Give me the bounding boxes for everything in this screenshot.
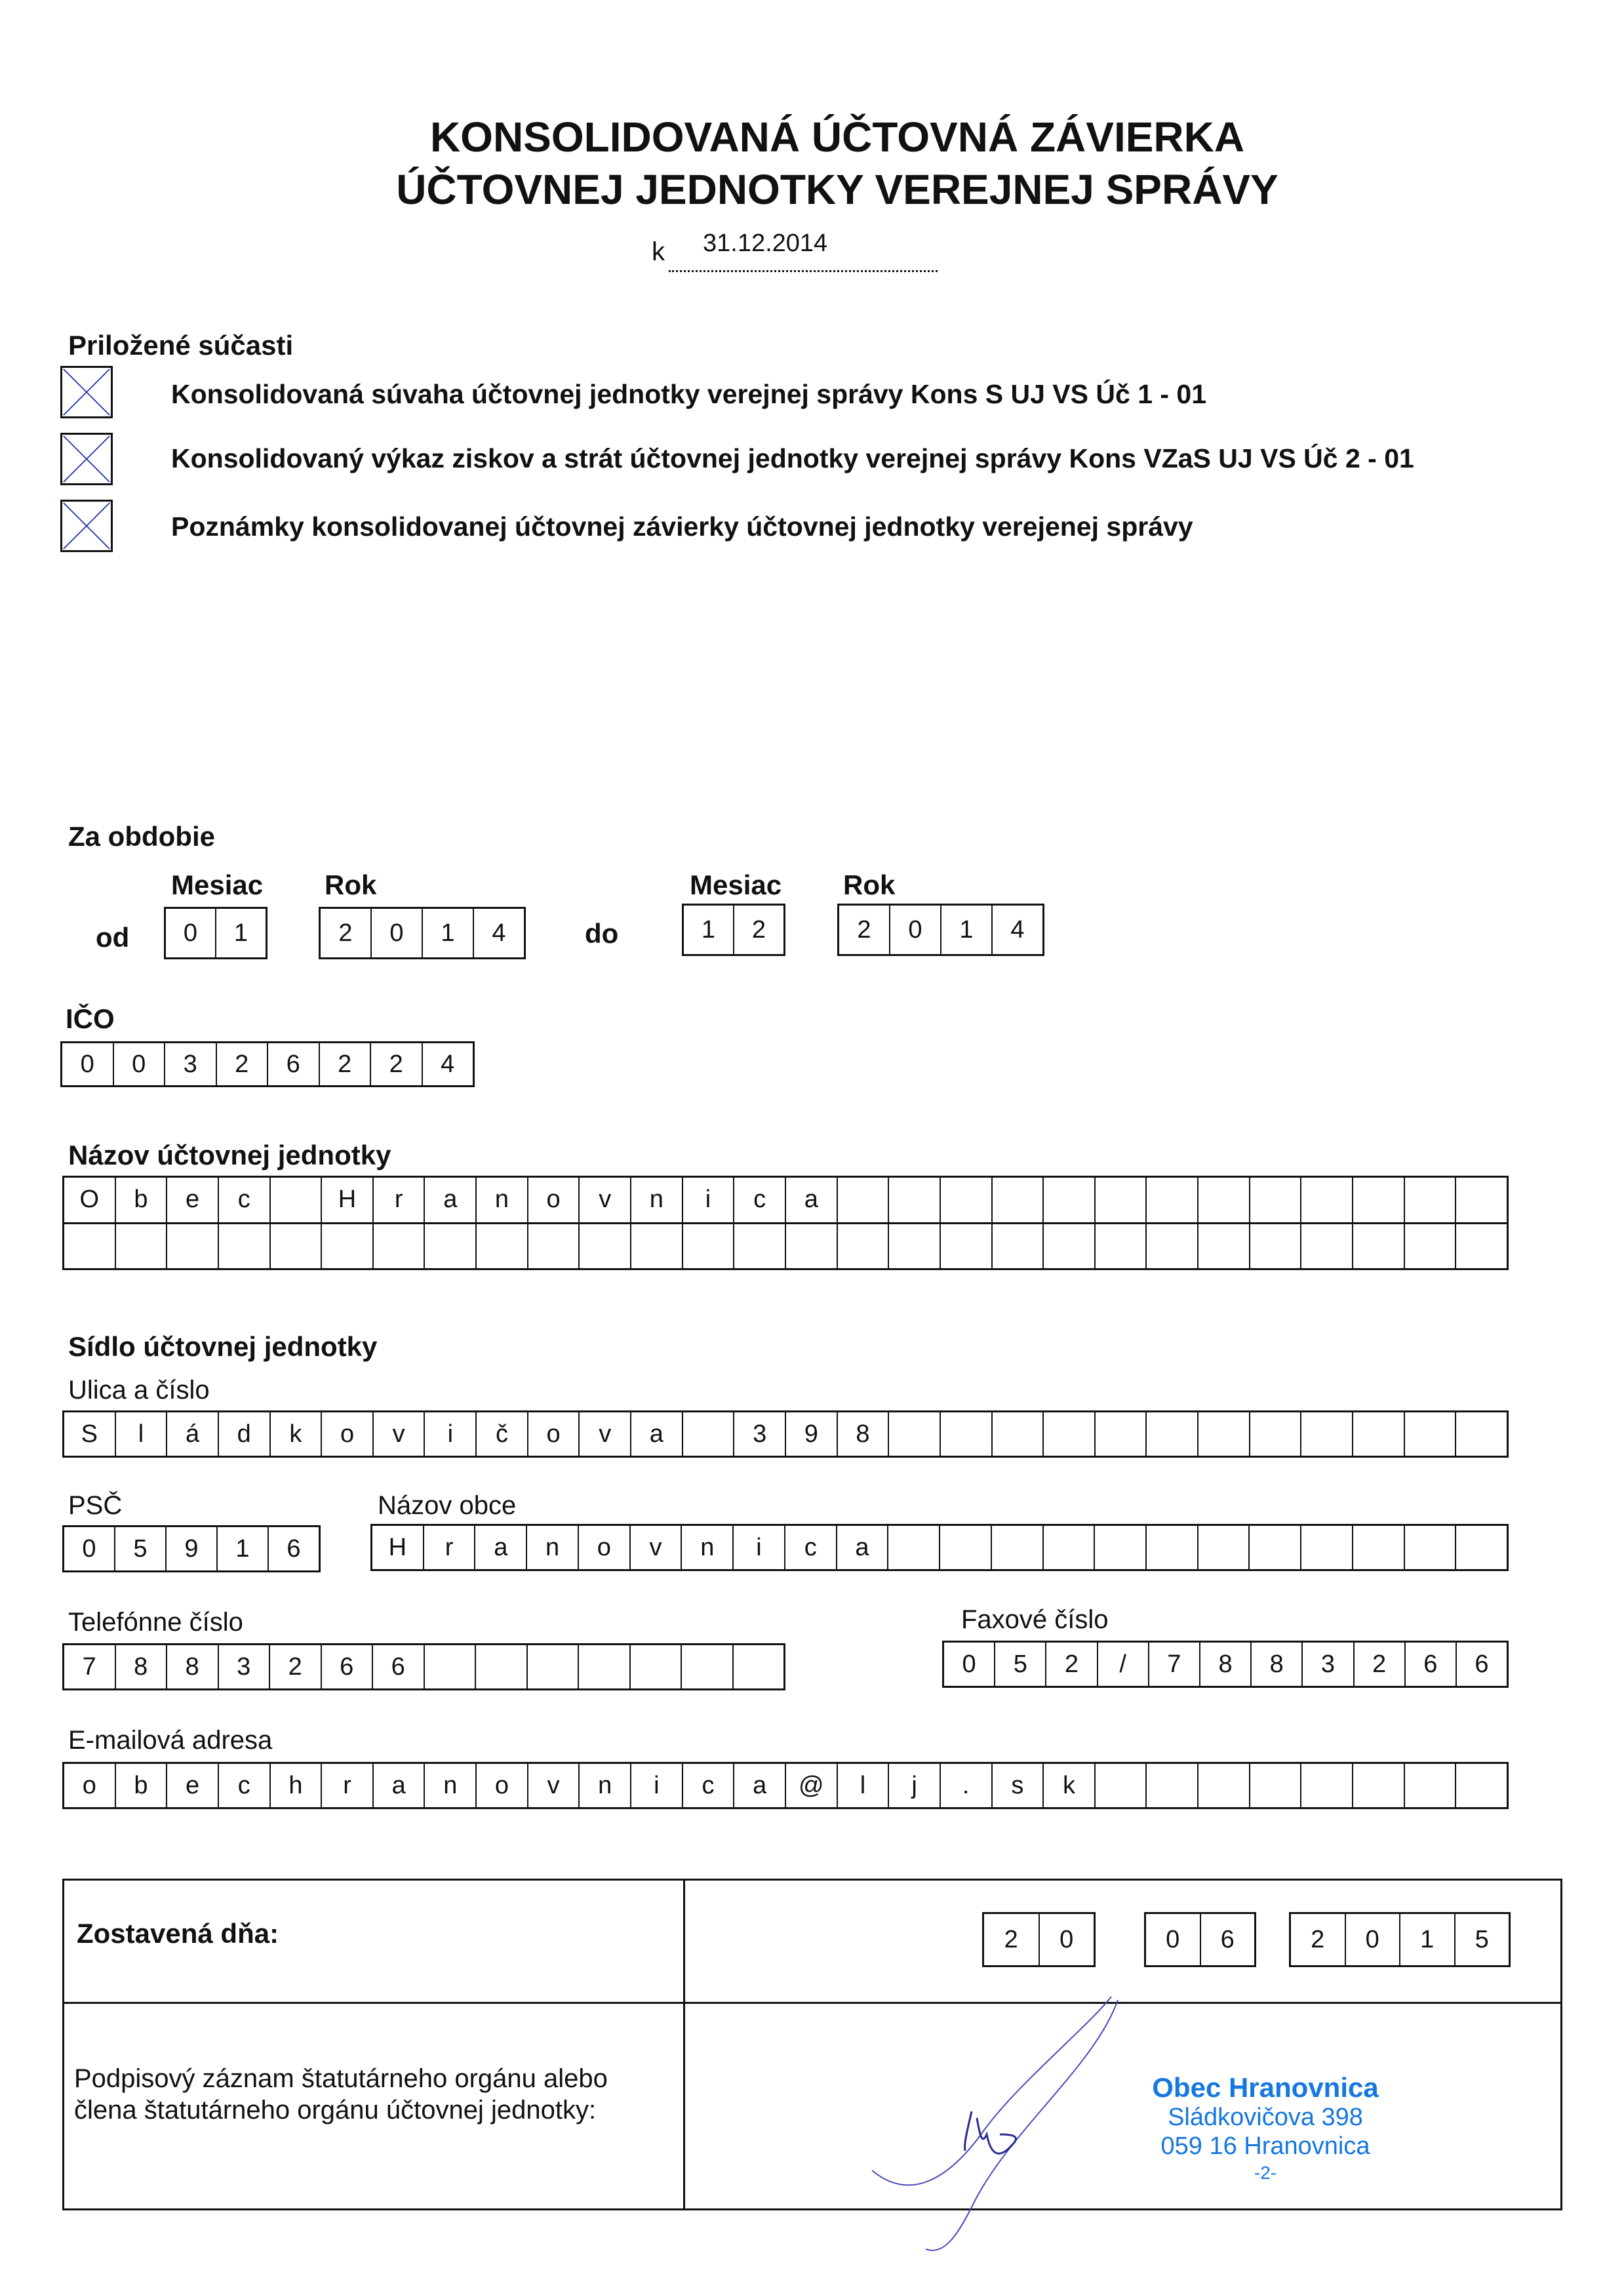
char-cell[interactable]: 4 <box>1010 915 1025 944</box>
char-cell[interactable]: a <box>475 1526 527 1569</box>
char-cell[interactable] <box>1456 1224 1507 1269</box>
char-cell[interactable] <box>1405 1764 1457 1807</box>
char-cell[interactable]: a <box>734 1764 786 1807</box>
footer-horizontal-divider <box>62 2002 1562 2004</box>
char-cell[interactable] <box>1301 1412 1353 1456</box>
char-cell[interactable] <box>1198 1764 1250 1807</box>
char-cell[interactable] <box>682 1645 734 1688</box>
char-cell[interactable] <box>1353 1178 1405 1222</box>
char-cell[interactable] <box>1147 1412 1198 1456</box>
char-cell[interactable]: 7 <box>64 1645 116 1688</box>
char-cell[interactable] <box>1353 1526 1405 1569</box>
city-field[interactable] <box>370 1524 1509 1571</box>
char-cell[interactable] <box>1044 1178 1096 1222</box>
city-label: Názov obce <box>378 1491 517 1520</box>
entity-name-row-1 <box>64 1178 1507 1222</box>
char-cell[interactable]: 0 <box>372 909 423 957</box>
char-cell[interactable] <box>64 1224 116 1269</box>
compiled-year-field[interactable] <box>1289 1912 1511 1967</box>
char-cell[interactable]: 2 <box>320 1043 372 1085</box>
char-cell[interactable]: 3 <box>165 1043 217 1085</box>
char-cell[interactable] <box>1198 1224 1250 1269</box>
char-cell[interactable]: a <box>374 1764 426 1807</box>
char-cell[interactable] <box>116 1224 168 1269</box>
char-cell[interactable]: . <box>941 1764 993 1807</box>
char-cell[interactable]: 3 <box>219 1645 271 1688</box>
cross-mark-icon <box>62 435 111 483</box>
from-label: od <box>96 922 130 953</box>
char-cell[interactable]: a <box>425 1178 477 1222</box>
compiled-date-label: Zostavená dňa: <box>77 1918 279 1949</box>
char-cell[interactable]: k <box>1044 1764 1096 1807</box>
stamp-line2: Sládkovičova 398 <box>1168 2104 1363 2131</box>
signature-label-line2: člena štatutárneho orgánu účtovnej jednotky: <box>74 2096 597 2125</box>
to-year-label: Rok <box>843 869 896 900</box>
street-field[interactable] <box>62 1410 1509 1458</box>
entity-name-label: Názov účtovnej jednotky <box>68 1140 391 1170</box>
char-cell[interactable] <box>838 1224 890 1269</box>
date-prefix: k <box>652 237 665 266</box>
char-cell[interactable]: v <box>580 1178 631 1222</box>
char-cell[interactable]: 2 <box>270 1645 322 1688</box>
char-cell[interactable]: v <box>528 1764 580 1807</box>
char-cell[interactable] <box>425 1224 477 1269</box>
char-cell[interactable]: 8 <box>1252 1643 1303 1686</box>
char-cell[interactable]: 2 <box>984 1914 1040 1965</box>
char-cell[interactable]: 6 <box>1475 1650 1489 1678</box>
cross-mark-icon <box>62 368 111 416</box>
char-cell[interactable] <box>1250 1224 1302 1269</box>
char-cell[interactable]: 1 <box>684 906 734 954</box>
char-cell[interactable] <box>1250 1178 1302 1222</box>
char-cell[interactable] <box>1301 1178 1353 1222</box>
attachments-heading: Priložené súčasti <box>68 330 294 361</box>
char-cell[interactable] <box>1147 1526 1198 1569</box>
char-cell[interactable] <box>1250 1526 1301 1569</box>
char-cell[interactable] <box>1301 1764 1353 1807</box>
char-cell[interactable]: c <box>683 1764 735 1807</box>
char-cell[interactable] <box>1405 1178 1457 1222</box>
char-cell[interactable]: n <box>682 1526 734 1569</box>
footer-vertical-divider <box>683 1879 685 2210</box>
phone-label: Telefónne číslo <box>68 1608 243 1637</box>
char-cell[interactable] <box>1456 1526 1507 1569</box>
attachment-checkbox-3[interactable] <box>60 500 113 552</box>
char-cell[interactable]: 6 <box>268 1043 320 1085</box>
char-cell[interactable]: 2 <box>751 915 766 944</box>
char-cell[interactable]: 6 <box>1220 1925 1235 1953</box>
char-cell[interactable] <box>579 1645 631 1688</box>
char-cell[interactable]: r <box>374 1178 426 1222</box>
to-year-field[interactable] <box>837 904 1044 956</box>
char-cell[interactable] <box>167 1224 219 1269</box>
char-cell[interactable]: o <box>579 1526 631 1569</box>
char-cell[interactable]: 0 <box>1346 1914 1401 1965</box>
char-cell[interactable]: c <box>734 1178 786 1222</box>
char-cell[interactable] <box>1250 1764 1302 1807</box>
from-month-field[interactable] <box>164 907 267 959</box>
char-cell[interactable] <box>889 1412 941 1456</box>
char-cell[interactable]: 1 <box>941 906 993 954</box>
char-cell[interactable]: 0 <box>1060 1925 1074 1953</box>
char-cell[interactable]: 8 <box>838 1412 890 1456</box>
char-cell[interactable] <box>1044 1412 1096 1456</box>
char-cell[interactable]: / <box>1098 1643 1149 1686</box>
char-cell[interactable] <box>889 1224 941 1269</box>
char-cell[interactable] <box>219 1224 271 1269</box>
char-cell[interactable]: 1 <box>1400 1914 1456 1965</box>
char-cell[interactable]: i <box>631 1764 683 1807</box>
char-cell[interactable]: o <box>64 1764 116 1807</box>
char-cell[interactable] <box>631 1645 683 1688</box>
char-cell[interactable]: H <box>372 1526 424 1569</box>
char-cell[interactable]: i <box>734 1526 785 1569</box>
char-cell[interactable]: 1 <box>423 909 474 957</box>
street-label: Ulica a číslo <box>68 1376 210 1405</box>
char-cell[interactable] <box>1405 1224 1457 1269</box>
char-cell[interactable]: n <box>580 1764 631 1807</box>
char-cell[interactable] <box>322 1224 374 1269</box>
compiled-month-field[interactable] <box>1144 1912 1256 1967</box>
char-cell[interactable]: o <box>477 1764 528 1807</box>
char-cell[interactable]: 2 <box>1355 1643 1406 1686</box>
char-cell[interactable]: 8 <box>167 1645 219 1688</box>
ico-label: IČO <box>66 1003 115 1034</box>
char-cell[interactable] <box>1198 1526 1250 1569</box>
char-cell[interactable] <box>477 1224 528 1269</box>
char-cell[interactable] <box>528 1645 580 1688</box>
char-cell[interactable]: á <box>167 1412 219 1456</box>
char-cell[interactable] <box>941 1412 993 1456</box>
email-field[interactable] <box>62 1762 1509 1809</box>
char-cell[interactable]: 3 <box>1303 1643 1354 1686</box>
char-cell[interactable]: b <box>116 1764 168 1807</box>
attachment-label-3: Poznámky konsolidovanej účtovnej závierky účtovnej jednotky verejenej správy <box>171 511 1193 542</box>
char-cell[interactable] <box>1095 1526 1147 1569</box>
char-cell[interactable]: 0 <box>166 909 216 957</box>
char-cell[interactable]: 2 <box>371 1043 423 1085</box>
char-cell[interactable]: S <box>64 1412 116 1456</box>
char-cell[interactable]: 0 <box>114 1043 166 1085</box>
char-cell[interactable]: s <box>993 1764 1044 1807</box>
char-cell[interactable]: a <box>837 1526 889 1569</box>
psc-label: PSČ <box>68 1491 123 1520</box>
period-heading: Za obdobie <box>68 821 215 852</box>
char-cell[interactable] <box>889 1178 941 1222</box>
char-cell[interactable]: n <box>631 1178 683 1222</box>
ico-field[interactable] <box>60 1041 475 1087</box>
char-cell[interactable]: a <box>631 1412 683 1456</box>
char-cell[interactable] <box>1044 1224 1096 1269</box>
to-month-field[interactable] <box>682 904 785 956</box>
char-cell[interactable] <box>374 1224 426 1269</box>
char-cell[interactable]: o <box>528 1412 580 1456</box>
char-cell[interactable] <box>941 1224 993 1269</box>
char-cell[interactable]: 1 <box>233 919 248 947</box>
cross-mark-icon <box>62 502 111 550</box>
char-cell[interactable] <box>580 1224 631 1269</box>
char-cell[interactable]: e <box>167 1178 219 1222</box>
char-cell[interactable] <box>1456 1764 1507 1807</box>
attachment-checkbox-1[interactable] <box>60 366 113 418</box>
char-cell[interactable] <box>1301 1526 1353 1569</box>
attachment-label-2: Konsolidovaný výkaz ziskov a strát účtovnej jednotky verejnej správy Kons VZaS UJ VS Úč 2 - 01 <box>171 443 1414 473</box>
char-cell[interactable]: H <box>322 1178 374 1222</box>
char-cell[interactable]: č <box>477 1412 528 1456</box>
char-cell[interactable]: 0 <box>890 906 941 954</box>
signature-label-line1: Podpisový záznam štatutárneho orgánu alebo <box>74 2064 608 2093</box>
to-month-label: Mesiac <box>690 869 782 900</box>
char-cell[interactable]: n <box>425 1764 477 1807</box>
phone-field[interactable] <box>62 1643 785 1690</box>
char-cell[interactable]: c <box>219 1764 271 1807</box>
char-cell[interactable] <box>992 1526 1044 1569</box>
char-cell[interactable]: 2 <box>321 909 372 957</box>
char-cell[interactable]: c <box>785 1526 837 1569</box>
attachment-label-1: Konsolidovaná súvaha účtovnej jednotky verejnej správy Kons S UJ VS Úč 1 - 01 <box>171 379 1207 409</box>
entity-name-field[interactable] <box>62 1176 1509 1270</box>
char-cell[interactable]: 9 <box>786 1412 838 1456</box>
stamp-line3: 059 16 Hranovnica <box>1160 2132 1370 2160</box>
char-cell[interactable] <box>1353 1224 1405 1269</box>
char-cell[interactable]: 5 <box>1475 1925 1489 1953</box>
char-cell[interactable] <box>1096 1178 1147 1222</box>
char-cell[interactable] <box>838 1178 890 1222</box>
char-cell[interactable]: 0 <box>944 1643 995 1686</box>
char-cell[interactable] <box>1250 1412 1302 1456</box>
char-cell[interactable] <box>993 1178 1044 1222</box>
char-cell[interactable]: 6 <box>1406 1643 1457 1686</box>
char-cell[interactable] <box>631 1224 683 1269</box>
char-cell[interactable] <box>1301 1224 1353 1269</box>
char-cell[interactable]: 8 <box>1200 1643 1252 1686</box>
char-cell[interactable] <box>1405 1526 1457 1569</box>
char-cell[interactable]: k <box>271 1412 323 1456</box>
char-cell[interactable] <box>528 1224 580 1269</box>
char-cell[interactable] <box>476 1645 528 1688</box>
char-cell[interactable] <box>888 1526 940 1569</box>
document-title-line1: KONSOLIDOVANÁ ÚČTOVNÁ ZÁVIERKA <box>429 113 1245 161</box>
char-cell[interactable]: 9 <box>167 1527 218 1570</box>
char-cell[interactable]: 2 <box>217 1043 269 1085</box>
char-cell[interactable]: l <box>116 1412 168 1456</box>
char-cell[interactable] <box>786 1224 838 1269</box>
char-cell[interactable] <box>1147 1178 1198 1222</box>
char-cell[interactable] <box>683 1224 735 1269</box>
char-cell[interactable] <box>271 1224 323 1269</box>
attachment-checkbox-2[interactable] <box>60 433 113 485</box>
char-cell[interactable] <box>1147 1224 1198 1269</box>
char-cell[interactable]: 1 <box>218 1527 269 1570</box>
char-cell[interactable] <box>1198 1178 1250 1222</box>
date-dotted-line <box>669 270 938 272</box>
char-cell[interactable] <box>1096 1764 1147 1807</box>
char-cell[interactable]: 5 <box>115 1527 167 1570</box>
char-cell[interactable]: j <box>889 1764 941 1807</box>
stamp-line1: Obec Hranovnica <box>1152 2072 1379 2103</box>
char-cell[interactable]: i <box>683 1178 735 1222</box>
char-cell[interactable]: @ <box>786 1764 838 1807</box>
char-cell[interactable] <box>1044 1526 1096 1569</box>
char-cell[interactable]: v <box>580 1412 631 1456</box>
char-cell[interactable]: l <box>838 1764 890 1807</box>
psc-field[interactable] <box>62 1525 321 1572</box>
char-cell[interactable] <box>1353 1764 1405 1807</box>
char-cell[interactable] <box>940 1526 992 1569</box>
char-cell[interactable]: 6 <box>322 1645 374 1688</box>
seat-heading: Sídlo účtovnej jednotky <box>68 1331 378 1362</box>
char-cell[interactable]: 0 <box>64 1527 115 1570</box>
char-cell[interactable] <box>1096 1224 1147 1269</box>
char-cell[interactable]: 0 <box>62 1043 114 1085</box>
char-cell[interactable] <box>425 1645 477 1688</box>
char-cell[interactable]: v <box>631 1526 683 1569</box>
char-cell[interactable]: a <box>786 1178 838 1222</box>
from-year-field[interactable] <box>319 907 526 959</box>
char-cell[interactable]: 2 <box>839 906 890 954</box>
char-cell[interactable]: 5 <box>995 1643 1046 1686</box>
char-cell[interactable]: 2 <box>1046 1643 1098 1686</box>
char-cell[interactable] <box>993 1412 1044 1456</box>
char-cell[interactable] <box>1405 1412 1457 1456</box>
char-cell[interactable]: c <box>219 1178 271 1222</box>
from-month-label: Mesiac <box>171 869 264 900</box>
char-cell[interactable] <box>941 1178 993 1222</box>
char-cell[interactable]: n <box>527 1526 579 1569</box>
char-cell[interactable] <box>1456 1178 1507 1222</box>
to-label: do <box>585 918 619 949</box>
char-cell[interactable] <box>734 1645 784 1688</box>
document-title-line2: ÚČTOVNEJ JEDNOTKY VEREJNEJ SPRÁVY <box>396 166 1278 213</box>
char-cell[interactable] <box>1198 1412 1250 1456</box>
char-cell[interactable]: e <box>167 1764 219 1807</box>
char-cell[interactable] <box>1147 1764 1198 1807</box>
char-cell[interactable] <box>993 1224 1044 1269</box>
char-cell[interactable]: 7 <box>1149 1643 1200 1686</box>
char-cell[interactable] <box>1096 1412 1147 1456</box>
char-cell[interactable] <box>734 1224 786 1269</box>
char-cell[interactable] <box>1456 1412 1507 1456</box>
char-cell[interactable]: 2 <box>1291 1914 1346 1965</box>
char-cell[interactable]: n <box>477 1178 528 1222</box>
char-cell[interactable]: b <box>116 1178 168 1222</box>
compiled-day-field[interactable] <box>982 1912 1096 1967</box>
char-cell[interactable] <box>1353 1412 1405 1456</box>
char-cell[interactable]: 8 <box>116 1645 168 1688</box>
char-cell[interactable]: o <box>322 1412 374 1456</box>
stamp-line4: -2- <box>1254 2163 1277 2183</box>
char-cell[interactable]: r <box>424 1526 476 1569</box>
char-cell[interactable]: 6 <box>287 1534 301 1563</box>
char-cell[interactable]: O <box>64 1178 116 1222</box>
char-cell[interactable]: r <box>322 1764 374 1807</box>
char-cell[interactable]: d <box>219 1412 271 1456</box>
char-cell[interactable]: 3 <box>734 1412 786 1456</box>
char-cell[interactable]: 6 <box>373 1645 425 1688</box>
email-label: E-mailová adresa <box>68 1726 273 1755</box>
fax-label: Faxové číslo <box>961 1605 1109 1634</box>
char-cell[interactable] <box>683 1412 735 1456</box>
char-cell[interactable]: h <box>271 1764 323 1807</box>
char-cell[interactable]: 0 <box>1146 1914 1201 1965</box>
char-cell[interactable]: i <box>425 1412 477 1456</box>
char-cell[interactable] <box>271 1178 323 1222</box>
from-year-label: Rok <box>325 869 377 900</box>
char-cell[interactable]: v <box>374 1412 426 1456</box>
report-date: 31.12.2014 <box>703 230 828 257</box>
char-cell[interactable]: 4 <box>441 1050 455 1078</box>
char-cell[interactable]: 4 <box>492 919 506 947</box>
char-cell[interactable]: o <box>528 1178 580 1222</box>
fax-field[interactable] <box>942 1641 1509 1688</box>
entity-name-row-2 <box>64 1222 1507 1269</box>
